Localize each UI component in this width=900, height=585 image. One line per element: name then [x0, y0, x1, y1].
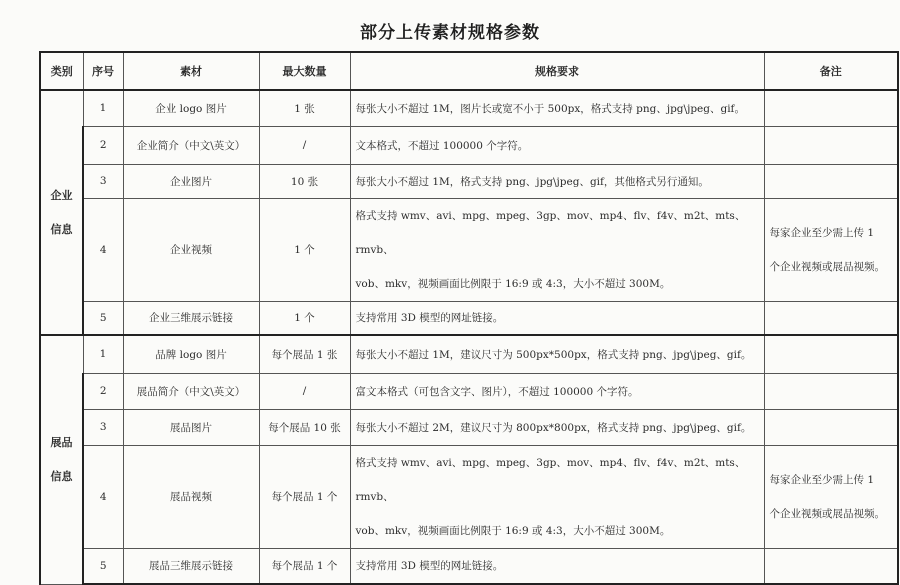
header-material: 素材: [123, 52, 259, 90]
spec-table: [39, 51, 899, 585]
document-title: 部分上传素材规格参数: [360, 23, 540, 43]
spec-cell: 支持常用 3D 模型的网址链接。: [350, 548, 764, 584]
spec-cell: [350, 198, 764, 301]
table-row: [40, 373, 898, 409]
remark-cell: [764, 373, 898, 409]
header-spec: 规格要求: [350, 52, 764, 90]
material-cell: 企业 logo 图片: [123, 90, 259, 126]
remark-line: 个企业视频或展品视频。: [769, 507, 885, 520]
max-count-cell: /: [259, 126, 350, 164]
max-count-cell: 每个展品 1 个: [259, 548, 350, 584]
table-row: [40, 409, 898, 445]
max-count-cell: 每个展品 1 张: [259, 335, 350, 373]
spec-line: 格式支持 wmv、avi、mpg、mpeg、3gp、mov、mp4、flv、f4v、m2t、mts、rmvb、: [355, 209, 746, 256]
index-cell: 4: [83, 198, 123, 301]
remark-cell: [764, 301, 898, 335]
max-count-cell: /: [259, 373, 350, 409]
category-label: 展品: [50, 435, 73, 449]
max-count-cell: 1 个: [259, 301, 350, 335]
spec-cell: 每张大小不超过 2M，建议尺寸为 800px*800px，格式支持 png、jpg\jpeg、gif。: [350, 409, 764, 445]
header-category: 类别: [40, 52, 83, 90]
spec-line: 格式支持 wmv、avi、mpg、mpeg、3gp、mov、mp4、flv、f4v、m2t、mts、rmvb、: [355, 456, 746, 503]
material-cell: 品牌 logo 图片: [123, 335, 259, 373]
spec-cell: 每张大小不超过 1M，格式支持 png、jpg\jpeg、gif，其他格式另行通知。: [350, 164, 764, 198]
spec-cell: 每张大小不超过 1M，图片长或宽不小于 500px，格式支持 png、jpg\jpeg、gif。: [350, 90, 764, 126]
index-cell: 1: [83, 335, 123, 373]
spec-cell: [350, 445, 764, 548]
material-cell: 展品视频: [123, 445, 259, 548]
index-cell: 1: [83, 90, 123, 126]
index-cell: 5: [83, 548, 123, 584]
header-max-count: 最大数量: [259, 52, 350, 90]
material-cell: 展品图片: [123, 409, 259, 445]
material-cell: 展品简介（中文\英文）: [123, 373, 259, 409]
category-cell-company: [40, 90, 83, 335]
table-row: [40, 335, 898, 373]
index-cell: 3: [83, 409, 123, 445]
max-count-cell: 每个展品 1 个: [259, 445, 350, 548]
index-cell: 5: [83, 301, 123, 335]
category-label: 信息: [50, 469, 73, 483]
max-count-cell: 10 张: [259, 164, 350, 198]
remark-cell: [764, 445, 898, 548]
remark-line: 个企业视频或展品视频。: [769, 260, 885, 273]
category-label: 企业: [50, 188, 73, 202]
table-row: [40, 164, 898, 198]
remark-cell: [764, 90, 898, 126]
index-cell: 2: [83, 373, 123, 409]
spec-cell: 支持常用 3D 模型的网址链接。: [350, 301, 764, 335]
table-row: [40, 126, 898, 164]
table-row: [40, 198, 898, 301]
max-count-cell: 1 个: [259, 198, 350, 301]
remark-line: 每家企业至少需上传 1: [769, 226, 875, 239]
max-count-cell: 1 张: [259, 90, 350, 126]
table-row: [40, 445, 898, 548]
spec-cell: 富文本格式（可包含文字、图片），不超过 100000 个字符。: [350, 373, 764, 409]
remark-cell: [764, 335, 898, 373]
category-label: 信息: [50, 222, 73, 236]
remark-line: 每家企业至少需上传 1: [769, 473, 875, 486]
header-remark: 备注: [764, 52, 898, 90]
spec-line: vob、mkv，视频画面比例限于 16:9 或 4:3，大小不超过 300M。: [355, 524, 671, 537]
header-row: [40, 52, 898, 90]
max-count-cell: 每个展品 10 张: [259, 409, 350, 445]
index-cell: 3: [83, 164, 123, 198]
spec-cell: 每张大小不超过 1M，建议尺寸为 500px*500px，格式支持 png、jpg\jpeg、gif。: [350, 335, 764, 373]
table-row: [40, 90, 898, 126]
table-row: [40, 301, 898, 335]
material-cell: 企业简介（中文\英文）: [123, 126, 259, 164]
material-cell: 企业三维展示链接: [123, 301, 259, 335]
material-cell: 企业视频: [123, 198, 259, 301]
index-cell: 4: [83, 445, 123, 548]
spec-cell: 文本格式，不超过 100000 个字符。: [350, 126, 764, 164]
material-cell: 企业图片: [123, 164, 259, 198]
index-cell: 2: [83, 126, 123, 164]
header-index: 序号: [83, 52, 123, 90]
remark-cell: [764, 548, 898, 584]
remark-cell: [764, 409, 898, 445]
remark-cell: [764, 164, 898, 198]
spec-line: vob、mkv，视频画面比例限于 16:9 或 4:3，大小不超过 300M。: [355, 277, 671, 290]
table-row: [40, 548, 898, 584]
material-cell: 展品三维展示链接: [123, 548, 259, 584]
remark-cell: [764, 126, 898, 164]
remark-cell: [764, 198, 898, 301]
